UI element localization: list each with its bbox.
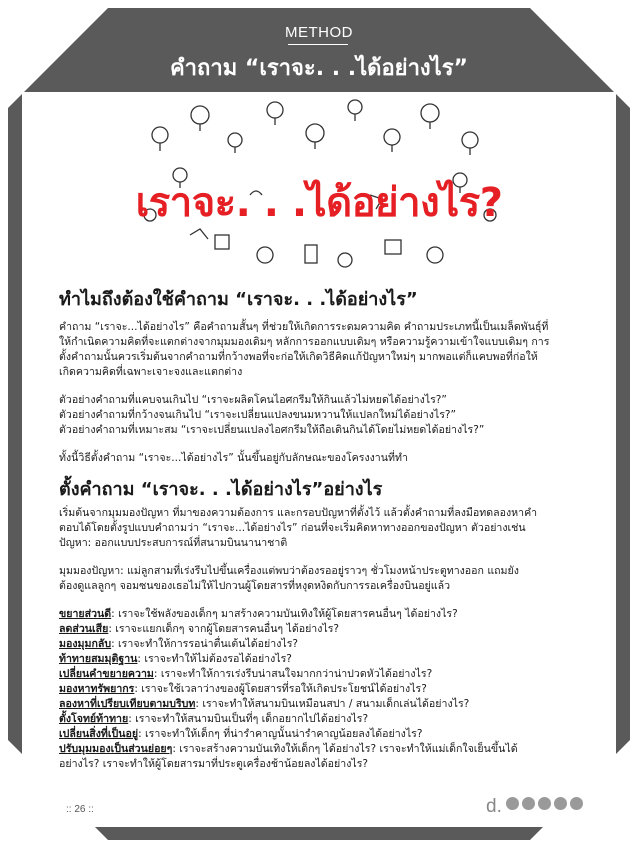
strategy-text: : เราจะสร้างความบันเทิงให้เด็กๆ ได้อย่างไร? เราจะทำให้แม่เด็กใจเย็นขึ้นได้ bbox=[172, 743, 518, 755]
section-why bbox=[59, 288, 579, 466]
paragraph-line: เกิดความคิดที่เฉพาะเจาะจงและแตกต่าง bbox=[59, 366, 243, 378]
strategy-item-tail: อย่างไร? เราจะทำให้ผู้โดยสารมาที่ประตูเครื่องช้าน้อยลงได้อย่างไร? bbox=[59, 758, 369, 770]
scenario-line: ต้องดูแลลูกๆ จอมซนของเธอไม่ให้ไปกวนผู้โดยสารที่หงุดหงิดกับการรอเครื่องบินอยู่แล้ว bbox=[59, 580, 451, 592]
strategy-label: มองมุมกลับ bbox=[59, 638, 112, 650]
strategy-item bbox=[59, 697, 579, 712]
header-divider bbox=[288, 44, 348, 45]
strategy-text: : เราจะทำให้การเร่งรีบน่าสนใจมากกว่าน่าปวดหัวได้อย่างไร? bbox=[153, 668, 433, 680]
hero-question: เราจะ. . .ได้อย่างไร? bbox=[135, 180, 503, 226]
strategy-label: ขยายส่วนดี bbox=[59, 608, 112, 620]
process-icons bbox=[506, 797, 583, 810]
section-why-heading: ทำไมถึงต้องใช้คำถาม “เราจะ. . .ได้อย่างไร” bbox=[59, 289, 418, 310]
example-broad: ตัวอย่างคำถามที่กว้างจนเกินไป “เราจะเปลี่ยนแปลงขนมหวานให้แปลกใหม่ได้อย่างไร?” bbox=[59, 409, 457, 421]
paragraph-line: ตอบได้โดยตั้งรูปแบบคำถามว่า “เราจะ...ได้อย่างไร” ก่อนที่จะเริ่มคิดหาทางออกของปัญหา ตัวอย่างเช่น bbox=[59, 522, 526, 534]
strategy-label: มองหาทรัพยากร bbox=[59, 683, 135, 695]
empathize-icon bbox=[506, 797, 519, 810]
section-how bbox=[59, 478, 579, 772]
strategy-item bbox=[59, 682, 579, 697]
paragraph-line: ตั้งคำถามนั้นควรเริ่มต้นจากคำถามที่กว้างพอที่จะก่อให้เกิดวิธีคิดแก้ปัญหาใหม่ๆ มากพอแต่ก็แคบพอที่ก่อให้ bbox=[59, 351, 538, 363]
strategy-label: ปรับมุมมองเป็นส่วนย่อยๆ bbox=[59, 743, 173, 755]
strategy-item bbox=[59, 742, 579, 757]
strategy-item bbox=[59, 667, 579, 682]
strategy-item bbox=[59, 607, 579, 622]
prototype-icon bbox=[554, 797, 567, 810]
page-title: คำถาม “เราจะ. . .ได้อย่างไร” bbox=[169, 56, 469, 81]
scenario-line: มุมมองปัญหา: แม่ลูกสามที่เร่งรีบไปขึ้นเครื่องแต่พบว่าต้องรออยู่ราวๆ ชั่วโมงหน้าประตูทางออก แถมยัง bbox=[59, 565, 519, 577]
strategy-label: ลองหาที่เปรียบเทียบตามบริบท bbox=[59, 698, 196, 710]
dschool-logo: d. bbox=[486, 796, 502, 817]
strategy-text: : เราจะทำให้การรอน่าตื่นเต้นได้อย่างไร? bbox=[111, 638, 299, 650]
strategy-text: : เราจะทำให้เด็กๆ ที่น่ารำคาญนั้นน่ารำคาญน้อยลงได้อย่างไร? bbox=[138, 728, 423, 740]
section-how-heading: ตั้งคำถาม “เราจะ. . .ได้อย่างไร”อย่างไร bbox=[59, 479, 383, 500]
strategy-item bbox=[59, 637, 579, 652]
example-right: ตัวอย่างคำถามที่เหมาะสม “เราจะเปลี่ยนแปลงไอศกรีมให้ถือเดินกินได้โดยไม่หยดได้อย่างไร?” bbox=[59, 424, 485, 436]
note-line: ทั้งนี้วิธีตั้งคำถาม “เราจะ...ได้อย่างไร” นั้นขึ้นอยู่กับลักษณะของโครงงานที่ทำ bbox=[59, 452, 408, 464]
define-icon bbox=[522, 797, 535, 810]
paragraph-line: ให้กำเนิดความคิดที่จะแตกต่างจากมุมมองเดิมๆ หลักการออกแบบเดิมๆ หรือความรู้ความเข้าใจแบบเดิมๆ การ bbox=[59, 336, 550, 348]
page-number: :: 26 :: bbox=[66, 804, 94, 815]
example-narrow: ตัวอย่างคำถามที่แคบจนเกินไป “เราจะผลิตโคนไอศกรีมให้กินแล้วไม่หยดได้อย่างไร?” bbox=[59, 394, 447, 406]
paragraph-line: คำถาม “เราจะ...ได้อย่างไร” คือคำถามสั้นๆ ที่ช่วยให้เกิดการระดมความคิด คำถามประเภทนี้เป็นเมล็ดพันธุ์ที่ bbox=[59, 321, 549, 333]
strategy-text: : เราจะแยกเด็กๆ จากผู้โดยสารคนอื่นๆ ได้อย่างไร? bbox=[108, 623, 340, 635]
ideate-icon bbox=[538, 797, 551, 810]
strategy-text: : เราจะทำให้ไม่ต้องรอได้อย่างไร? bbox=[137, 653, 292, 665]
paragraph-line: ปัญหา: ออกแบบประสบการณ์ที่สนามบินนานาชาติ bbox=[59, 537, 288, 549]
strategy-text: : เราจะใช้เวลาว่างของผู้โดยสารที่รอให้เกิดประโยชน์ได้อย่างไร? bbox=[134, 683, 427, 695]
strategy-label: ตั้งโจทย์ท้าทาย bbox=[59, 713, 129, 725]
strategy-item bbox=[59, 727, 579, 742]
strategy-label: เปลี่ยนสิ่งที่เป็นอยู่ bbox=[59, 728, 139, 740]
strategy-item bbox=[59, 652, 579, 667]
paragraph-line: เริ่มต้นจากมุมมองปัญหา ที่มาของความต้องการ และกรอบปัญหาที่ตั้งไว้ แล้วตั้งคำถามที่ลงมือทดลองหาคำ bbox=[59, 507, 538, 519]
strategy-text: : เราจะทำให้สนามบินเหมือนสปา / สนามเด็กเล่นได้อย่างไร? bbox=[195, 698, 470, 710]
strategy-text: : เราจะทำให้สนามบินเป็นที่ๆ เด็กอยากไปได้อย่างไร? bbox=[128, 713, 369, 725]
strategy-label: ท้าทายสมมุติฐาน bbox=[59, 653, 138, 665]
strategy-item bbox=[59, 622, 579, 637]
section-label: METHOD bbox=[285, 24, 353, 41]
test-icon bbox=[570, 797, 583, 810]
strategy-label: ลดส่วนเสีย bbox=[59, 623, 109, 635]
strategy-item bbox=[59, 712, 579, 727]
strategy-text: : เราจะใช้พลังของเด็กๆ มาสร้างความบันเทิงให้ผู้โดยสารคนอื่นๆ ได้อย่างไร? bbox=[111, 608, 458, 620]
strategy-label: เปลี่ยนคำขยายความ bbox=[59, 668, 154, 680]
